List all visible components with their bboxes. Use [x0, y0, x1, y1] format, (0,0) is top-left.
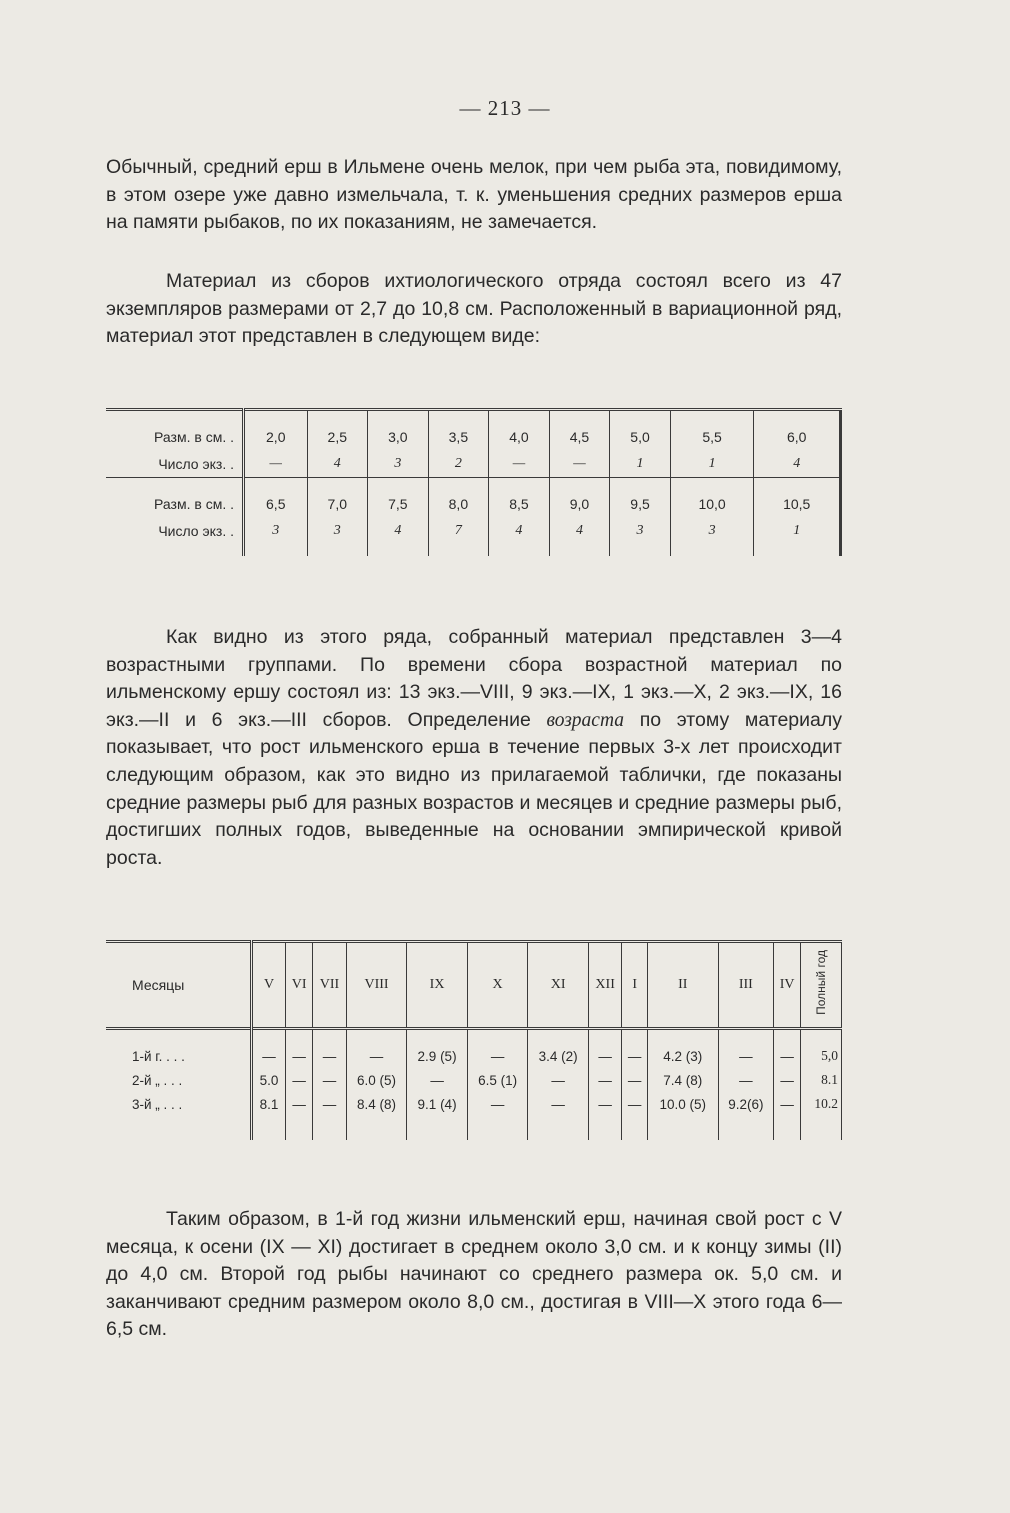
size-cell: 10,0: [670, 490, 754, 517]
row-label: 1-й г. . . .: [132, 1048, 185, 1064]
data-cell: —: [252, 1044, 286, 1068]
paragraph-4: [106, 1206, 842, 1344]
header-month: XI: [528, 942, 589, 1029]
size-cell: 7,5: [368, 490, 429, 517]
count-cell: 3: [610, 517, 671, 544]
count-cell: 3: [670, 517, 754, 544]
data-cell: 6.0 (5): [346, 1068, 407, 1092]
header-month: I: [622, 942, 647, 1029]
count-cell: —: [244, 450, 308, 478]
full-year-cell: 10.2: [801, 1092, 842, 1116]
growth-row-year-1: [106, 1044, 842, 1068]
header-month: IV: [774, 942, 801, 1029]
table1-count-row-1: [106, 450, 841, 478]
row-label: Число экз. .: [158, 522, 234, 539]
header-month: VI: [286, 942, 313, 1029]
header-months: Месяцы: [132, 977, 185, 993]
data-cell: —: [622, 1044, 647, 1068]
data-cell: —: [313, 1092, 347, 1116]
count-cell: 1: [670, 450, 754, 478]
paragraph-2: [106, 268, 842, 351]
row-label: 3-й „ . . .: [132, 1096, 183, 1112]
count-cell: 2: [428, 450, 489, 478]
data-cell: 6.5 (1): [467, 1068, 528, 1092]
size-cell: 2,5: [307, 423, 368, 450]
data-cell: —: [286, 1044, 313, 1068]
data-cell: —: [346, 1044, 407, 1068]
header-month: V: [252, 942, 286, 1029]
data-cell: —: [774, 1044, 801, 1068]
data-cell: —: [622, 1068, 647, 1092]
header-month: IX: [407, 942, 468, 1029]
table1-size-row-2: [106, 490, 841, 517]
full-year-cell: 5,0: [801, 1044, 842, 1068]
count-cell: 4: [368, 517, 429, 544]
count-cell: 4: [489, 517, 550, 544]
data-cell: —: [588, 1068, 622, 1092]
size-cell: 2,0: [244, 423, 308, 450]
header-month: XII: [588, 942, 622, 1029]
data-cell: —: [467, 1044, 528, 1068]
growth-table-header: [106, 942, 842, 1029]
size-cell: 6,5: [244, 490, 308, 517]
size-cell: 3,5: [428, 423, 489, 450]
count-cell: —: [489, 450, 550, 478]
data-cell: 3.4 (2): [528, 1044, 589, 1068]
data-cell: —: [588, 1092, 622, 1116]
data-cell: —: [588, 1044, 622, 1068]
size-cell: 7,0: [307, 490, 368, 517]
size-cell: 8,5: [489, 490, 550, 517]
row-label: 2-й „ . . .: [132, 1072, 183, 1088]
growth-table: [106, 940, 842, 1140]
table1-size-row-1: [106, 423, 841, 450]
paragraph-3-text-a: Как видно из этого ряда, собранный материал представлен 3—4 возрастными группами. По времени сбора возрастной материал по ильменскому ершу состоял из: 13 экз.—VIII, 9 экз.—IX, 1 экз.—X, 2 экз.—IX, 16 экз.—II и 6 экз.—III сборов. Определение: [106, 626, 842, 731]
paragraph-4-text: Таким образом, в 1-й год жизни ильменский ерш, начиная свой рост с V месяца, к осени (IX — XI) достигает в среднем около 3,0 см. и к концу зимы (II) до 4,0 см. Второй год рыбы начинают со среднего размера ок. 5,0 см. и заканчивают средним размером около 8,0 см., достигая в VIII—X этого года 6—6,5 см.: [106, 1208, 842, 1341]
size-variation-table: [106, 408, 842, 556]
header-full-year-label: Полный год: [814, 950, 829, 1015]
data-cell: —: [528, 1092, 589, 1116]
count-cell: 3: [307, 517, 368, 544]
count-cell: 3: [244, 517, 308, 544]
count-cell: —: [549, 450, 610, 478]
paragraph-2-text: Материал из сборов ихтиологического отряда состоял всего из 47 экземпляров размерами от 2,7 до 10,8 см. Расположенный в вариационной ряд, материал этот представлен в следующем виде:: [106, 270, 842, 348]
paragraph-3: [106, 624, 842, 872]
data-cell: —: [313, 1044, 347, 1068]
header-month: VIII: [346, 942, 407, 1029]
data-cell: —: [313, 1068, 347, 1092]
growth-row-year-3: [106, 1092, 842, 1116]
data-cell: 4.2 (3): [647, 1044, 718, 1068]
data-cell: —: [286, 1068, 313, 1092]
data-cell: —: [718, 1068, 773, 1092]
count-cell: 1: [610, 450, 671, 478]
size-cell: 9,0: [549, 490, 610, 517]
paragraph-3-text-b: по этому материалу показывает, что рост ильменского ерша в течение первых 3-х лет происходит следующим образом, как это видно из прилагаемой таблички, где показаны средние размеры рыб для разных возрастов и месяцев и средние размеры рыб, достигших полных годов, выведенные на основании эмпирической кривой роста.: [106, 708, 843, 869]
header-month: III: [718, 942, 773, 1029]
header-month: VII: [313, 942, 347, 1029]
count-cell: 4: [549, 517, 610, 544]
data-cell: —: [528, 1068, 589, 1092]
data-cell: —: [467, 1092, 528, 1116]
growth-row-year-2: [106, 1068, 842, 1092]
header-full-year: [801, 942, 842, 1029]
page-number: — 213 —: [459, 96, 551, 120]
data-cell: 9.1 (4): [407, 1092, 468, 1116]
count-cell: 4: [754, 450, 841, 478]
data-cell: 8.4 (8): [346, 1092, 407, 1116]
data-cell: 10.0 (5): [647, 1092, 718, 1116]
row-label: Разм. в см. .: [154, 428, 234, 445]
row-label: Разм. в см. .: [154, 495, 234, 512]
size-cell: 4,5: [549, 423, 610, 450]
header-month: II: [647, 942, 718, 1029]
count-cell: 7: [428, 517, 489, 544]
paragraph-1: Обычный, средний ерш в Ильмене очень мелок, при чем рыба эта, повидимому, в этом озере уже давно измельчала, т. к. уменьшения средних размеров ерша на памяти рыбаков, по их показаниям, не замечается.: [106, 156, 842, 234]
size-cell: 5,0: [610, 423, 671, 450]
size-cell: 8,0: [428, 490, 489, 517]
size-cell: 4,0: [489, 423, 550, 450]
data-cell: 9.2(6): [718, 1092, 773, 1116]
count-cell: 1: [754, 517, 841, 544]
row-label: Число экз. .: [158, 455, 234, 472]
size-cell: 3,0: [368, 423, 429, 450]
header-month: X: [467, 942, 528, 1029]
data-cell: 2.9 (5): [407, 1044, 468, 1068]
full-year-cell: 8.1: [801, 1068, 842, 1092]
size-cell: 5,5: [670, 423, 754, 450]
data-cell: 7.4 (8): [647, 1068, 718, 1092]
size-cell: 10,5: [754, 490, 841, 517]
size-cell: 9,5: [610, 490, 671, 517]
data-cell: 8.1: [252, 1092, 286, 1116]
data-cell: 5.0: [252, 1068, 286, 1092]
count-cell: 4: [307, 450, 368, 478]
data-cell: —: [774, 1068, 801, 1092]
data-cell: —: [774, 1092, 801, 1116]
data-cell: —: [407, 1068, 468, 1092]
data-cell: —: [622, 1092, 647, 1116]
data-cell: —: [286, 1092, 313, 1116]
data-cell: —: [718, 1044, 773, 1068]
count-cell: 3: [368, 450, 429, 478]
size-cell: 6,0: [754, 423, 841, 450]
paragraph-3-emphasis: возраста: [546, 709, 625, 731]
table1-count-row-2: [106, 517, 841, 544]
